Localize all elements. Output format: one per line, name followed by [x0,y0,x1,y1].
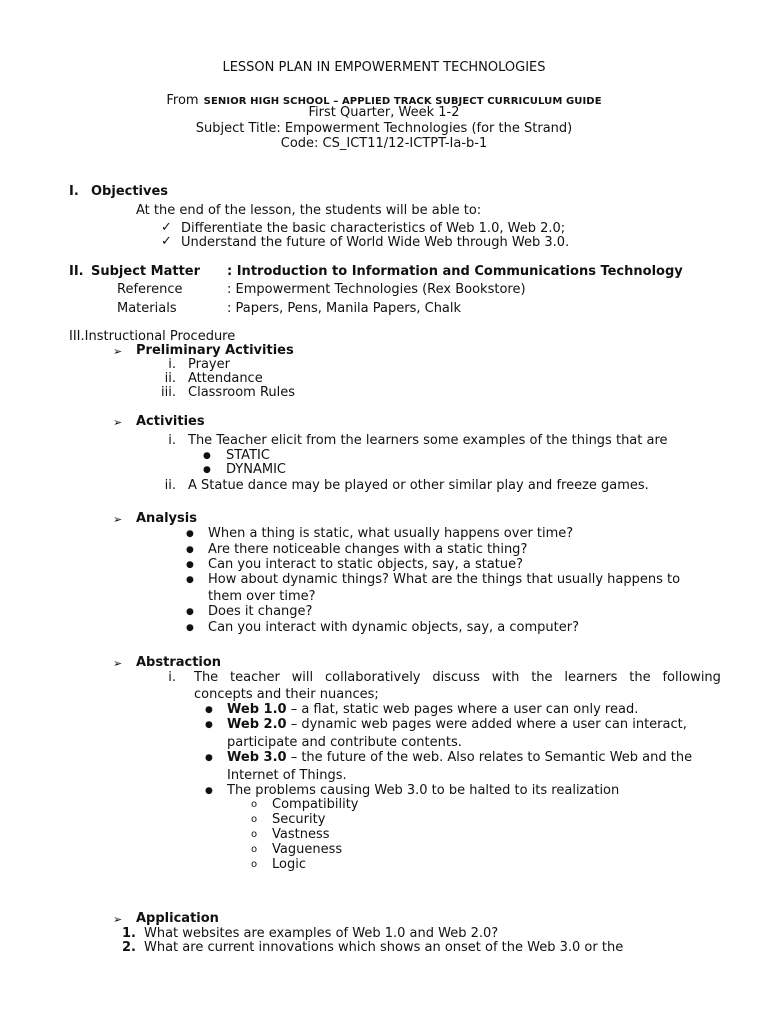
analysis-heading: Analysis [136,511,197,526]
web2-description: – dynamic web pages were added where a user can interact, [286,717,687,732]
list-item: Attendance [188,371,263,386]
source-name: SENIOR HIGH SCHOOL – APPLIED TRACK SUBJECT CURRICULUM GUIDE [203,96,602,107]
subject-matter-number: II. [69,264,84,279]
document-title: LESSON PLAN IN EMPOWERMENT TECHNOLOGIES [222,60,546,75]
subject-matter-heading: Subject Matter [91,264,201,279]
list-item: The Teacher elicit from the learners some examples of the things that are [188,433,668,448]
web3-problems-intro: The problems causing Web 3.0 to be halted to its realization [227,783,620,798]
list-number: iii. [161,385,176,400]
web2-description-continued: participate and contribute contents. [227,735,462,750]
web1-description: – a flat, static web pages where a user can only read. [286,702,639,717]
check-icon: ✓ [161,220,172,235]
objective-item: Understand the future of World Wide Web through Web 3.0. [181,235,570,250]
problem-item: Compatibility [272,797,359,812]
bullet-icon: ● [186,560,194,570]
application-question: What are current innovations which shows an onset of the Web 3.0 or the [144,940,624,955]
source-prefix: From [166,93,199,108]
analysis-question: Are there noticeable changes with a static thing? [208,542,528,557]
list-number: i. [168,670,176,685]
activities-heading: Activities [136,414,205,429]
bullet-icon: ● [186,529,194,539]
procedure-heading: III.Instructional Procedure [69,329,236,344]
quarter-line: First Quarter, Week 1-2 [308,105,460,120]
list-item: Classroom Rules [188,385,296,400]
word: following [662,670,721,685]
problem-item: Vagueness [272,842,343,857]
list-item: A Statue dance may be played or other similar play and freeze games. [188,478,649,493]
problem-item: Vastness [272,827,330,842]
list-number: ii. [164,478,176,493]
word: learners [564,670,618,685]
reference-value: : Empowerment Technologies (Rex Bookstore) [227,282,526,297]
word: discuss [432,670,480,685]
analysis-question: Can you interact to static objects, say, a statue? [208,557,524,572]
list-number: i. [168,433,176,448]
web1-term: Web 1.0 [227,702,287,717]
bullet-icon: ● [186,607,194,617]
word: The [194,670,219,685]
word: teacher [230,670,280,685]
arrow-bullet-icon: ➢ [113,416,123,429]
web2-definition [227,718,687,731]
subject-title-line: Subject Title: Empowerment Technologies (for the Strand) [195,121,573,136]
problem-item: Logic [272,857,306,872]
objective-item: Differentiate the basic characteristics of Web 1.0, Web 2.0; [181,221,566,236]
web3-description-continued: Internet of Things. [227,768,347,783]
circle-bullet-icon: o [251,829,258,840]
circle-bullet-icon: o [251,799,258,810]
sub-list-item: STATIC [226,448,270,463]
web3-term: Web 3.0 [227,750,287,765]
web3-definition [227,751,692,764]
objectives-number: I. [69,184,79,199]
web2-term: Web 2.0 [227,717,287,732]
reference-label: Reference [117,282,183,297]
objectives-intro: At the end of the lesson, the students will be able to: [136,203,482,218]
sub-list-item: DYNAMIC [226,462,286,477]
abstraction-intro-line [194,671,721,684]
word: will [291,670,314,685]
bullet-icon: ● [203,451,211,461]
application-heading: Application [136,911,219,926]
materials-value: : Papers, Pens, Manila Papers, Chalk [227,301,462,316]
application-question: What websites are examples of Web 1.0 and Web 2.0? [144,926,499,941]
problem-item: Security [272,812,326,827]
arrow-bullet-icon: ➢ [113,345,123,358]
circle-bullet-icon: o [251,844,258,855]
check-icon: ✓ [161,234,172,249]
web1-definition [227,703,638,716]
preliminary-heading: Preliminary Activities [136,343,294,358]
circle-bullet-icon: o [251,859,258,870]
bullet-icon: ● [186,623,194,633]
word: collaboratively [324,670,421,685]
arrow-bullet-icon: ➢ [113,657,123,670]
circle-bullet-icon: o [251,814,258,825]
list-number: i. [168,357,176,372]
code-line: Code: CS_ICT11/12-ICTPT-Ia-b-1 [280,136,488,151]
arrow-bullet-icon: ➢ [113,913,123,926]
abstraction-heading: Abstraction [136,655,222,670]
bullet-icon: ● [203,465,211,475]
analysis-question-continued: them over time? [208,589,316,604]
word: the [531,670,553,685]
analysis-question: Does it change? [208,604,313,619]
word: the [629,670,651,685]
list-number: ii. [164,371,176,386]
analysis-question: Can you interact with dynamic objects, say, a computer? [208,620,579,635]
bullet-icon: ● [205,753,213,763]
bullet-icon: ● [186,545,194,555]
web3-description: – the future of the web. Also relates to Semantic Web and the [286,750,693,765]
analysis-question: How about dynamic things? What are the things that usually happens to [208,572,681,587]
list-number: 1. [122,926,136,941]
bullet-icon: ● [205,786,213,796]
bullet-icon: ● [205,705,213,715]
word: with [491,670,520,685]
bullet-icon: ● [205,720,213,730]
list-number: 2. [122,940,136,955]
materials-label: Materials [117,301,177,316]
list-item: Prayer [188,357,230,372]
objectives-heading: Objectives [91,184,169,199]
subject-matter-topic: : Introduction to Information and Communications Technology [227,264,683,279]
arrow-bullet-icon: ➢ [113,513,123,526]
abstraction-intro-continued: concepts and their nuances; [194,687,379,702]
bullet-icon: ● [186,575,194,585]
analysis-question: When a thing is static, what usually happens over time? [208,526,574,541]
